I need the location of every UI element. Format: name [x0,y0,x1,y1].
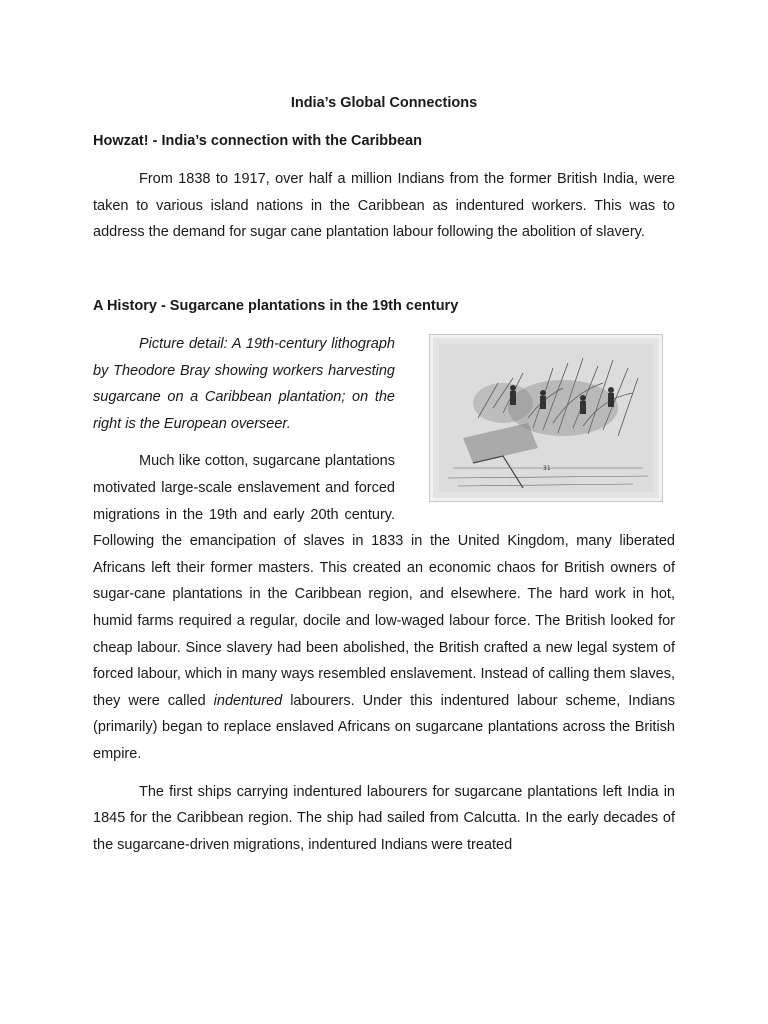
paragraph-intro-text: From 1838 to 1917, over half a million Indians from the former British India, were taken to various island nations in the Caribbean as indentured workers. This was to address the demand for sugar cane plantation labour following the abolition of slavery. [93,171,675,241]
lithograph-image [429,334,663,502]
section-heading-caribbean: Howzat! - India’s connection with the Caribbean [93,133,422,149]
paragraph-first-ships [93,779,675,859]
document-title: India’s Global Connections [290,95,478,111]
lithograph-figure [429,334,675,508]
paragraph-history-text: Much like cotton, sugarcane plantations motivated large-scale enslavement and forced migrations in the 19th and early 20th century. Following the emancipation of slaves in 1833 in the United Kingdom, many liberated Africans left their former masters. This created an economic chaos for British owners of sugar-cane plantations in the Caribbean region, and elsewhere. The hard work in hot, humid farms required a regular, docile and low-waged labour force. The British looked for cheap labour. Since slavery had been abolished, the British crafted a new legal system of forced labour, which in many ways resembled enslavement. Instead of calling them slaves, they were called [93,453,675,709]
paragraph-first-ships-text: The first ships carrying indentured labourers for sugarcane plantations left India in 1845 for the Caribbean region. The ship had sailed from Calcutta. In the early decades of the sugarcane-driven migrations, indentured Indians were treated [93,783,675,853]
caption-text: Picture detail: A 19th-century lithograph by Theodore Bray showing workers harvesting sugarcane on a Caribbean plantation; on the right is the European overseer. [93,336,395,432]
paragraph-intro [93,166,675,246]
lithograph-drawing [433,338,659,498]
section-heading-history: A History - Sugarcane plantations in the 19th century [93,298,459,314]
paragraph-history-end: labourers. Under this indentured labour scheme, Indians (primarily) began to replace enslaved Africans on sugarcane plantations across the British empire. [93,692,675,762]
history-body [93,331,675,869]
italic-term: indentured [213,692,283,709]
svg-text:31: 31 [543,465,551,472]
